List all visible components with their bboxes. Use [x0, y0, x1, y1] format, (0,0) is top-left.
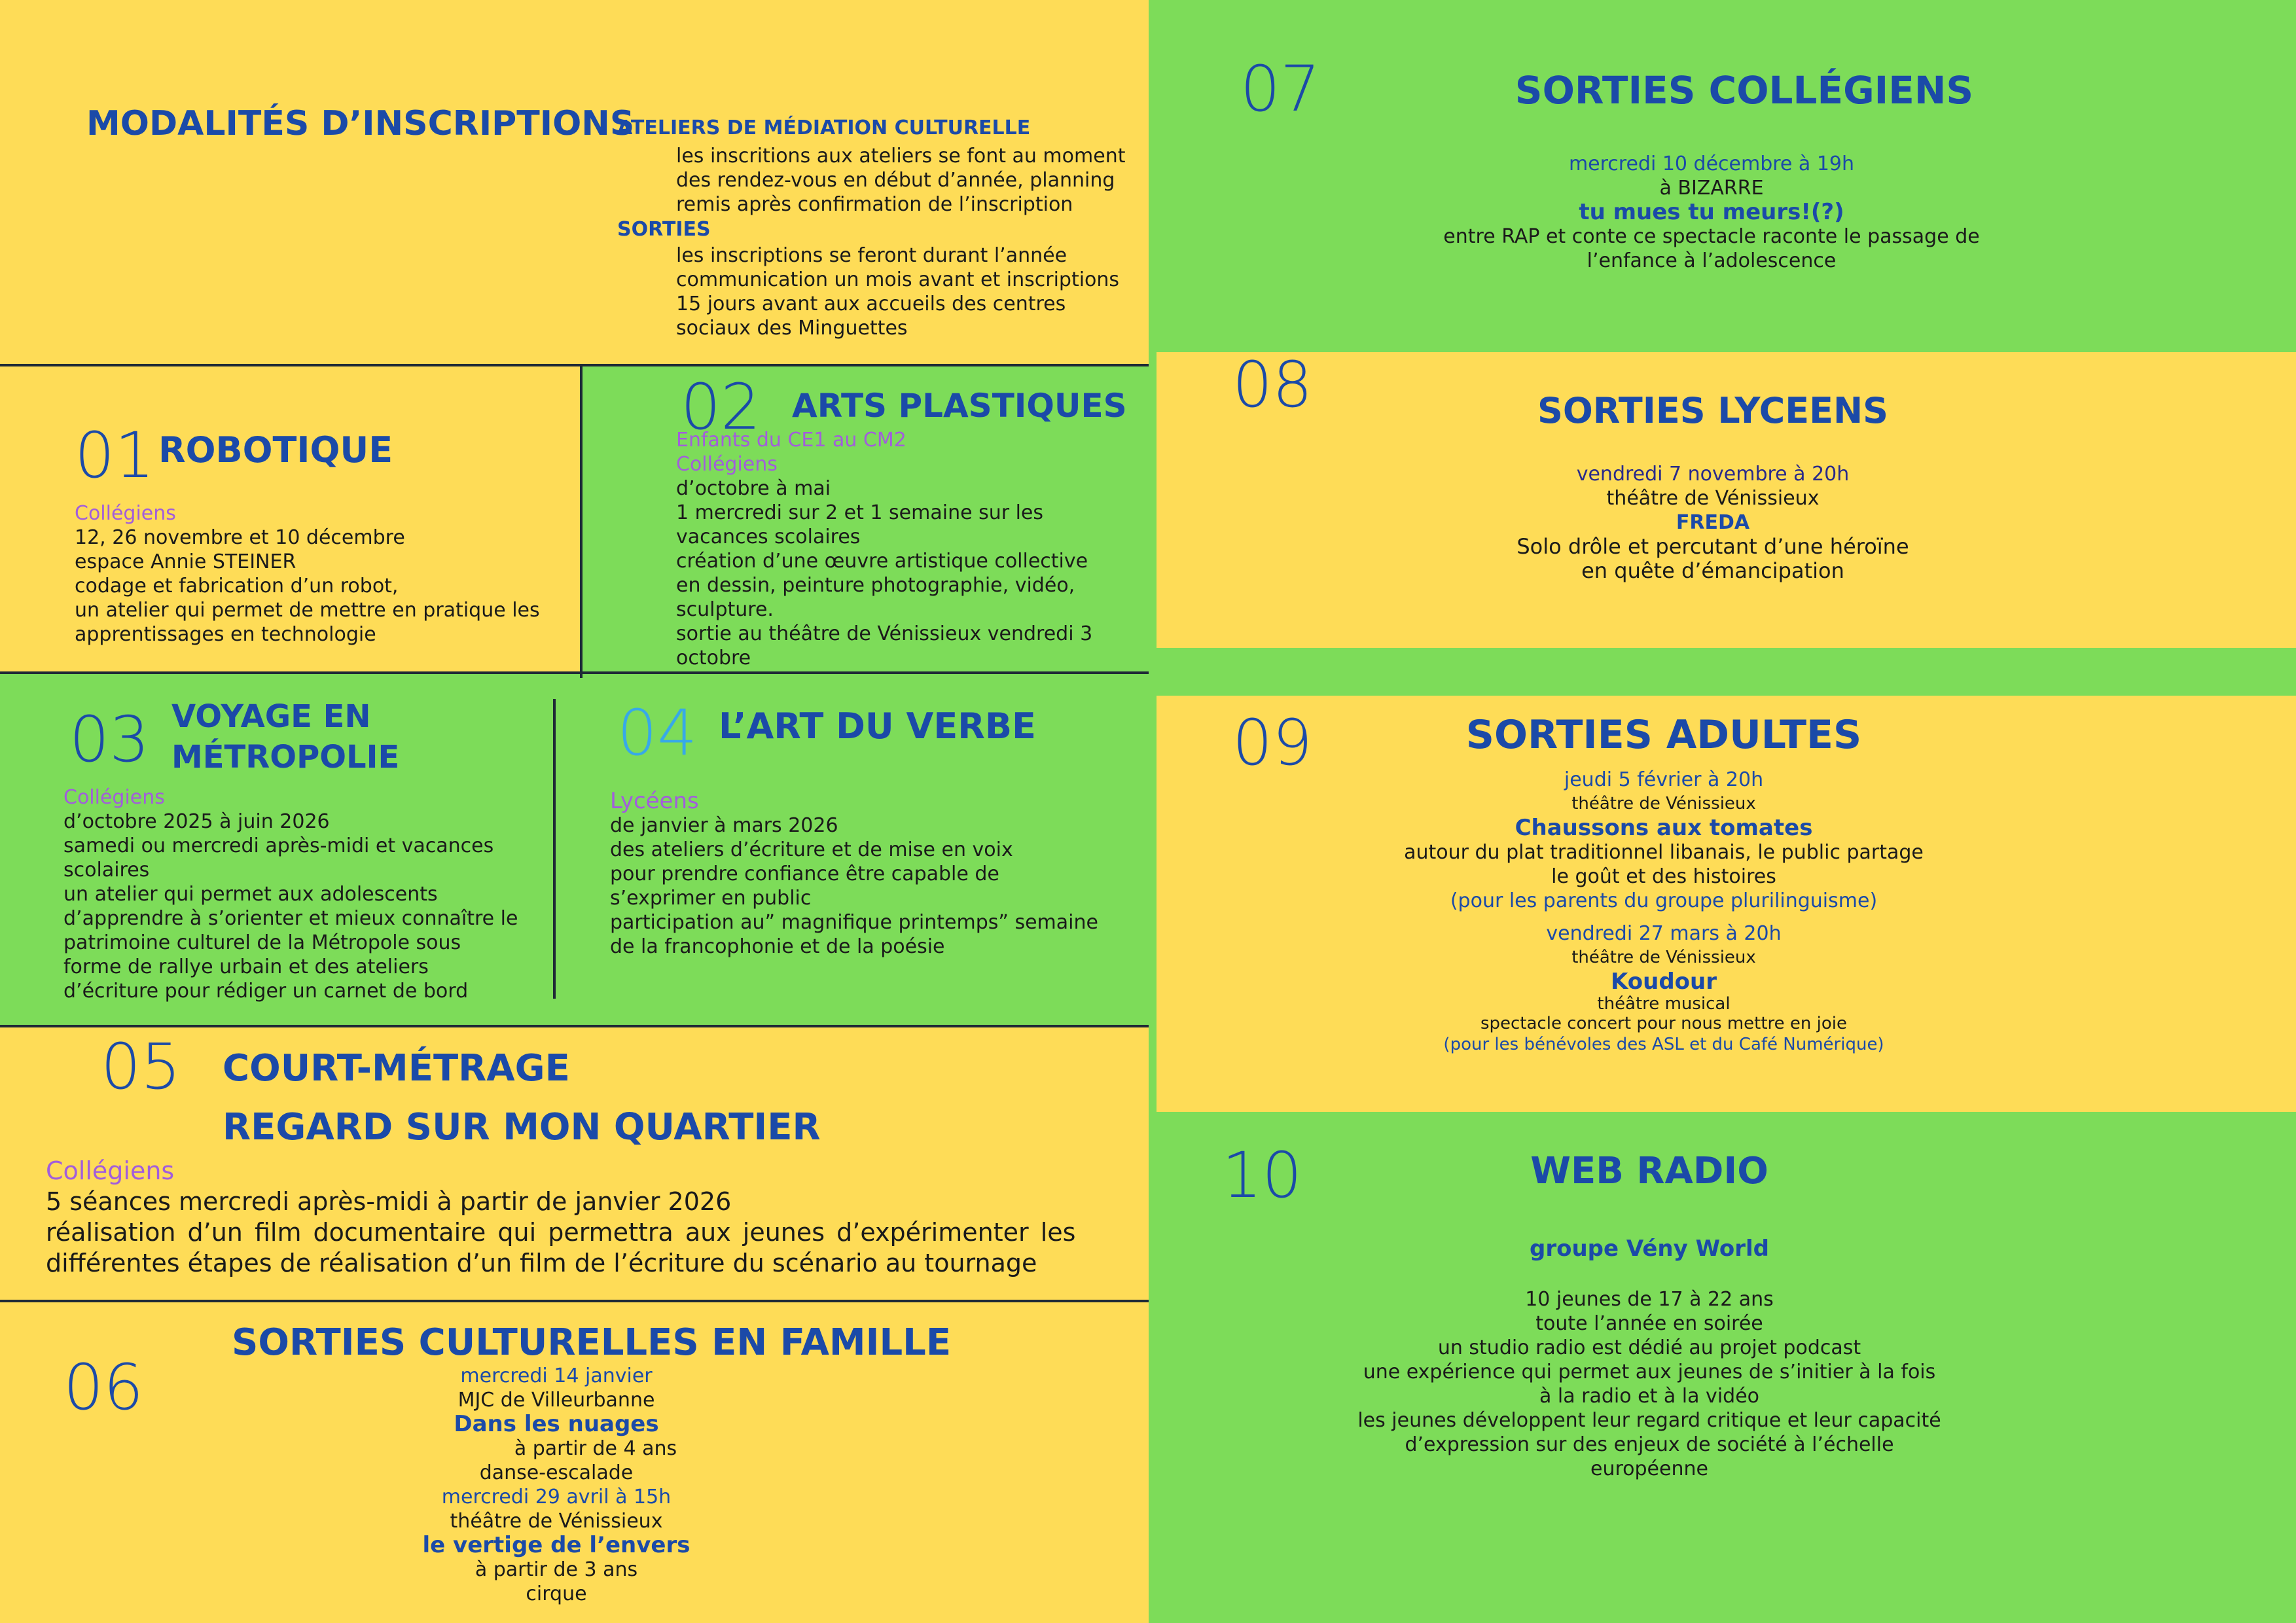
section-10-number: 10 [1222, 1139, 1302, 1212]
section-07-title: SORTIES COLLÉGIENS [1515, 68, 1974, 113]
section-09-sorties-adultes [1157, 696, 2296, 1112]
section-09-title: SORTIES ADULTES [1465, 712, 1862, 758]
ateliers-text: les inscritions aux ateliers se font au moment des rendez-vous en début d’année, planning remis après confirmation de l’inscription [676, 145, 1126, 216]
section-10-group: groupe Vény World [1529, 1236, 1770, 1262]
section-01-title: ROBOTIQUE [158, 429, 393, 471]
section-05-title: COURT-MÉTRAGE REGARD SUR MON QUARTIER [223, 1047, 821, 1149]
sorties-text: les inscriptions se feront durant l’année communication un mois avant et inscriptions 15 jours avant aux accueils des centres sociaux des Minguettes [676, 244, 1120, 340]
section-01-text: Collégiens 12, 26 novembre et 10 décembre espace Annie STEINER codage et fabrication d’un robot, un atelier qui permet de mettre en pratique les apprentissages en technologie [75, 502, 540, 646]
section-09-event-1: jeudi 5 février à 20h théâtre de Vénissieux Chaussons aux tomates autour du plat traditionnel libanais, le public partage le goût et des histoires (pour les parents du groupe plurilinguisme) [1404, 768, 1924, 912]
section-04-number: 04 [617, 696, 698, 770]
section-03-number: 03 [69, 703, 150, 776]
right-column [1149, 0, 2296, 1623]
section-08-sorties-lyceens [1157, 352, 2296, 648]
section-05-text: Collégiens 5 séances mercredi après-midi à partir de janvier 2026 réalisation d’un film documentaire qui permettra aux jeunes d’expérimenter les différentes étapes de réalisation d’un film de l’écriture du scénario au tournage [46, 1156, 1076, 1277]
divider-01-02 [580, 365, 583, 678]
section-03-04-panel [0, 673, 1149, 1026]
divider-row3 [0, 1025, 1149, 1027]
section-06-sorties-famille [0, 1301, 1149, 1623]
modalites-title: MODALITÉS D’INSCRIPTIONS [86, 104, 635, 143]
section-01-robotique [0, 365, 581, 673]
divider-03-04 [553, 699, 556, 999]
divider-row4 [0, 1300, 1149, 1302]
section-02-text: Enfants du CE1 au CM2 Collégiens d’octobre à mai 1 mercredi sur 2 et 1 semaine sur les vacances scolaires création d’une œuvre artistique collective en dessin, peinture photographie, vidéo, sculpture. sortie au théâtre de Vénissieux vendredi 3 octobre [676, 429, 1093, 669]
section-05-number: 05 [101, 1030, 181, 1103]
section-08-number: 08 [1232, 352, 1313, 421]
section-06-number: 06 [63, 1351, 144, 1424]
section-03-audience: Collégiens [63, 786, 165, 809]
section-10-text: groupe Vény World 10 jeunes de 17 à 22 ans toute l’année en soirée un studio radio est dédié au projet podcast une expérience qui permet aux jeunes de s’initier à la fois à la radio et à la vidéo les jeunes développent leur regard critique et leur capacité d’expression sur des enjeux de société à l’échelle européenne [1322, 1237, 1977, 1481]
section-10-title: WEB RADIO [1530, 1150, 1768, 1192]
section-04-text: Lycéens de janvier à mars 2026 des ateliers d’écriture et de mise en voix pour prendre confiance être capable de s’exprimer en public participation au” magnifique printemps” semaine de la francophonie et de la poésie [610, 788, 1098, 958]
section-01-audience: Collégiens [75, 502, 176, 525]
divider-row2 [0, 671, 1149, 674]
section-08-title: SORTIES LYCEENS [1537, 390, 1889, 431]
divider-modalites [0, 364, 1149, 366]
ateliers-heading: ATELIERS DE MÉDIATION CULTURELLE [617, 116, 1031, 139]
section-02-arts-plastiques [581, 365, 1149, 673]
modalites-panel [0, 0, 1149, 365]
section-07-text: mercredi 10 décembre à 19h à BIZARRE tu mues tu meurs!(?) entre RAP et conte ce spectacle raconte le passage de l’enfance à l’adolescence [1443, 152, 1980, 272]
section-05-audience: Collégiens [46, 1156, 175, 1185]
section-07-number: 07 [1240, 52, 1321, 126]
section-03-title: VOYAGE EN MÉTROPOLIE [171, 698, 400, 776]
section-02-number: 02 [681, 370, 761, 444]
section-04-audience: Lycéens [610, 788, 699, 814]
section-06-events: mercredi 14 janvier MJC de Villeurbanne Dans les nuages à partir de 4 ans danse-escalade mercredi 29 avril à 15h théâtre de Vénissieux le vertige de l’envers à partir de 3 ans cirque [422, 1364, 691, 1605]
section-09-number: 09 [1232, 706, 1313, 779]
section-02-title: ARTS PLASTIQUES [792, 387, 1127, 425]
section-03-text: Collégiens d’octobre 2025 à juin 2026 samedi ou mercredi après-midi et vacances scolaires un atelier qui permet aux adolescents d’apprendre à s’orienter et mieux connaître le patrimoine culturel de la Métropole sous forme de rallye urbain et des ateliers d’écriture pour rédiger un carnet de bord [63, 786, 518, 1003]
section-04-title: L’ART DU VERBE [719, 705, 1036, 747]
sorties-heading: SORTIES [617, 218, 711, 241]
section-05-court-metrage [0, 1026, 1149, 1301]
section-08-text: vendredi 7 novembre à 20h théâtre de Vénissieux FREDA Solo drôle et percutant d’une héroïne en quête d’émancipation [1516, 463, 1909, 583]
section-09-event-2: vendredi 27 mars à 20h théâtre de Vénissieux Koudour théâtre musical spectacle concert pour nous mettre en joie (pour les bénévoles des ASL et du Café Numérique) [1443, 922, 1884, 1054]
section-01-number: 01 [75, 419, 155, 492]
section-06-title: SORTIES CULTURELLES EN FAMILLE [232, 1321, 952, 1364]
